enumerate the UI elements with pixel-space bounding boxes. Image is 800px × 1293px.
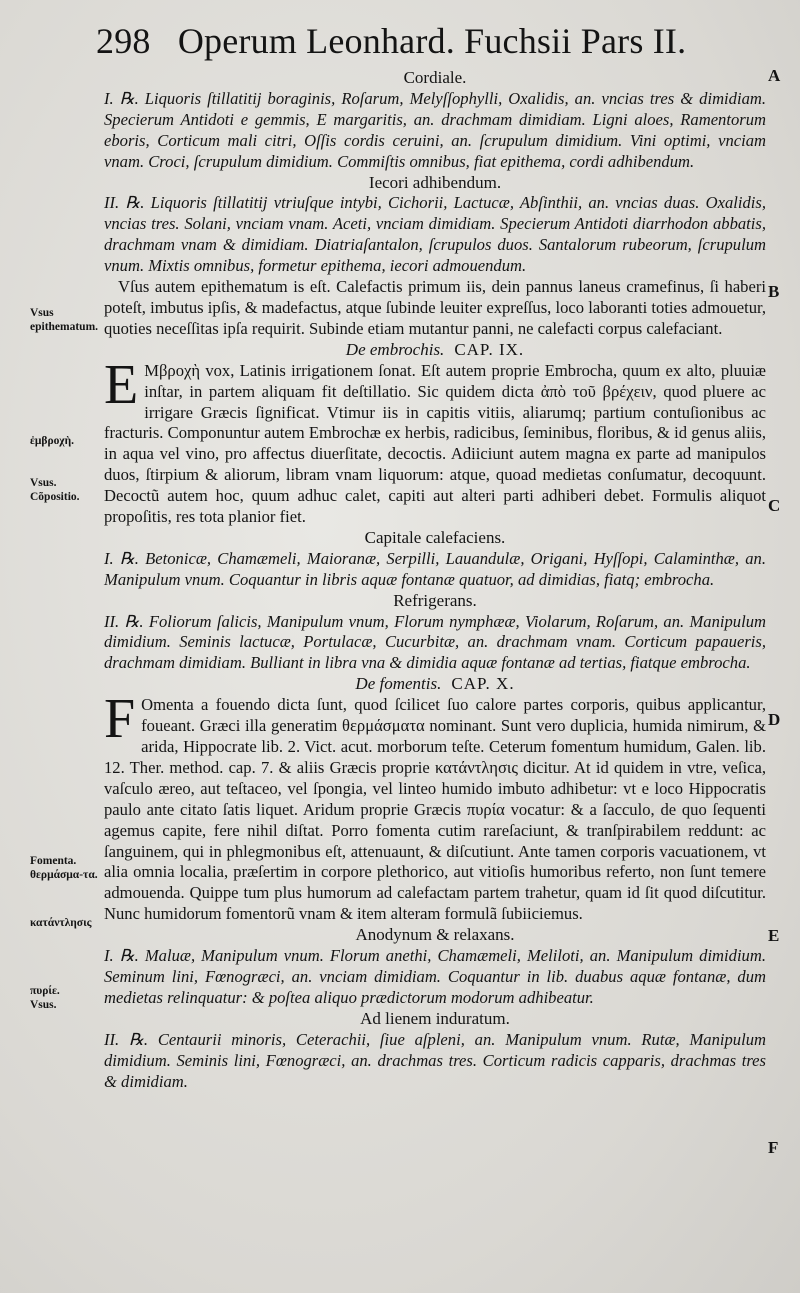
paragraph-usus-epithematum: Vſus autem epithematum is eſt. Calefactis primum iis, dein pannus laneus cramefinus, ſi haberi poteſt, imbutus ipſis, & madefactus, atque ſubinde leuiter expreſſus, loco laboranti toties admouetur, quoties neceſſitas ipſa requirit. Subinde etiam mutantur panni, ne calefacti corpus calefaciant. xyxy=(104,277,766,338)
margin-note-usus: Vsus. xyxy=(30,477,57,489)
margin-letter-e: E xyxy=(768,926,780,945)
margin-note-compositio: Cõpositio. xyxy=(30,491,80,503)
page-header xyxy=(96,20,716,68)
margin-note-thermasmata: θερμάσμα-τα. xyxy=(30,869,98,881)
chapter-10-number: CAP. X. xyxy=(451,674,515,694)
heading-refrigerans: Refrigerans. xyxy=(393,590,477,610)
recipe-iecori: II. ℞. Liquoris ſtillatitij vtriuſque intybi, Cichorii, Lactucæ, Abſinthii, an. vncias duas. Oxalidis, vncias tres. Solani, vnciam vnam. Aceti, vnciam dimidiam. Specierum Antidoti diarrhodon abbatis, drachmam vnam & dimidiam. Diatriaſantalon, ſcrupulos duos. Santalorum rubeorum, ſcrupulum vnum. Mixtis omnibus, formetur epithema, iecori admouendum. xyxy=(104,193,766,276)
recipe-capitale: I. ℞. Betonicæ, Chamæmeli, Maioranæ, Serpilli, Lauandulæ, Origani, Hyſſopi, Calaminthæ, an. Manipulum vnum. Coquantur in libris aquæ fontanæ quatuor, ad dimidias, fiatq; embrocha. xyxy=(104,548,766,589)
recipe-refrigerans: II. ℞. Foliorum ſalicis, Manipulum vnum, Florum nymphææ, Violarum, Roſarum, an. Manipulum dimidium. Seminis lactucæ, Portulacæ, Cucurbitæ, an. drachmam vnam. Corticum papaueris, drachmam dimidiam. Bulliant in libra vna & dimidia aquæ fontanæ ad tertias, fiatque embrocha. xyxy=(104,611,766,673)
drop-cap-e: E xyxy=(104,353,139,416)
drop-cap-f: F xyxy=(104,688,136,751)
running-title: Operum Leonhard. Fuchsii Pars II. xyxy=(177,21,687,61)
margin-note-usus-2: Vsus. xyxy=(30,999,57,1011)
margin-letter-c: C xyxy=(768,496,781,515)
margin-letter-b: B xyxy=(768,282,780,301)
fomenta-text: Omenta a fouendo dicta ſunt, quod ſcilicet ſuo calore partes corporis, quibus applicantur, foueant. Græci illa generatim θερμάσματα nominant. Sunt vero duplicia, humida nimirum, & arida, Hippocrate lib. 2. Vict. acut. morborum teſte. Ceterum fomentum humidum, Galen. lib. 12. Ther. method. cap. 7. & aliis Græcis proprie κατάντλησις dicitur. At id quidem in vtre, veſica, vaſculo æreo, aut teſtaceo, vel ſpongia, vel linteo humido imbuto adhibetur: vt e loco Hippocratis paulo ante citato ſatis liquet. Aridum proprie Græcis πυρία vocatur: & a ſacculo, de quo ſequenti agemus capite, fere nihil diſtat. Porro fomenta cutim rareſaciunt, & tranſpirabilem reddunt: ac ſanguinem, qui in phlegmonibus eſt, attenuaunt, & diſcutiunt. Ante tamen corporis vacuationem, vt alia omnia localia, præſertim in corpore plethorico, aut vitioſis humoribus referto, non ſunt temere admouenda. Quippe tum plus humorum ad calefactam partem trahetur, quam id ſit quod diſcutitur. Nunc humidorum fomentorũ vnam & item alteram formulã ſubiiciemus. xyxy=(104,695,766,924)
margin-note-fomenta: Fomenta. xyxy=(30,855,77,867)
heading-iecori: Iecori adhibendum. xyxy=(368,172,502,192)
chapter-9-number: CAP. IX. xyxy=(454,339,525,359)
margin-letter-d: D xyxy=(768,710,781,729)
embrocha-text: Μβροχὴ vox, Latinis irrigationem ſonat. Eſt autem proprie Embrocha, quum ex alto, pluuiæ inſtar, in partem aliquam fit deſtillatio. Sic quidem dicta ἀπὸ τοῦ βρέχειν, quod pluere ac irrigare Græcis ſignificat. Vtimur iis in capitis vitiis, aliarumq; partium contuſionibus ac fracturis. Componuntur autem Embrochæ ex herbis, radicibus, ſeminibus, floribus, & id genus aliis, in aqua vel vino, pro affectus diuerſitate, decoctis. Adiiciunt autem magna ex parte ad manipulos duos, ſtirpium & aliorum, libram vnam liquorum: atque, quoad medietas conſumatur, decoquunt. Decoctũ autem hoc, quum adhuc calet, capiti aut alteri parti adhiberi debet. Formulis aliquot propoſitis, res tota planior fiet. xyxy=(104,360,766,527)
heading-anodynum: Anodynum & relaxans. xyxy=(355,925,515,945)
main-text xyxy=(104,68,766,1092)
margin-note-embroche: ἐμβροχὴ. xyxy=(30,435,74,447)
recipe-lienem: II. ℞. Centaurii minoris, Ceterachii, ſiue aſpleni, an. Manipulum vnum. Rutæ, Manipulum dimidium. Seminis lini, Fœnogræci, an. drachmas tres. Corticum radicis capparis, drachmas tres & dimidiam. xyxy=(104,1029,766,1091)
paragraph-embrocha xyxy=(104,353,766,528)
margin-letter-f: F xyxy=(768,1138,779,1157)
margin-note-katantlesis: κατάντλησις xyxy=(30,917,92,929)
recipe-cordiale: I. ℞. Liquoris ſtillatitij boraginis, Roſarum, Melyſſophylli, Oxalidis, an. vncias tres & dimidiam. Specierum Antidoti e gemmis, E margaritis, an. drachmam dimidiam. Ligni aloes, Ramentorum eboris, Corticum mali citri, Oſſis cordis ceruini, an. ſcrupulum dimidium. Vini optimi, vnciam vnam. Croci, ſcrupulum dimidium. Commiſtis omnibus, fiat epithema, cordi adhibendum. xyxy=(104,88,766,171)
heading-cordiale: Cordiale. xyxy=(403,68,467,87)
chapter-10-title: De fomentis. xyxy=(355,674,442,694)
recipe-anodynum: I. ℞. Maluæ, Manipulum vnum. Florum anethi, Chamæmeli, Meliloti, an. Manipulum dimidium. Seminum lini, Fœnogræci, an. vnciam dimidiam. Coquantur in lib. duabus aquæ fontanæ, dum medietas relinquatur: & poſtea aliquo prædictorum modorum adhibeatur. xyxy=(104,946,766,1007)
margin-note-usus-epithematum: Vsus epithematum. xyxy=(30,307,99,333)
margin-note-pyrie: πυρίε. xyxy=(30,985,60,997)
chapter-9-title: De embrochis. xyxy=(345,339,445,359)
heading-capitale: Capitale calefaciens. xyxy=(364,527,506,547)
page-number: 298 xyxy=(96,21,151,61)
paragraph-fomenta xyxy=(104,688,766,925)
heading-lienem: Ad lienem induratum. xyxy=(360,1008,510,1028)
chapter-heading-10 xyxy=(104,674,766,695)
margin-letter-a: A xyxy=(768,66,781,85)
chapter-heading-9 xyxy=(104,340,766,361)
